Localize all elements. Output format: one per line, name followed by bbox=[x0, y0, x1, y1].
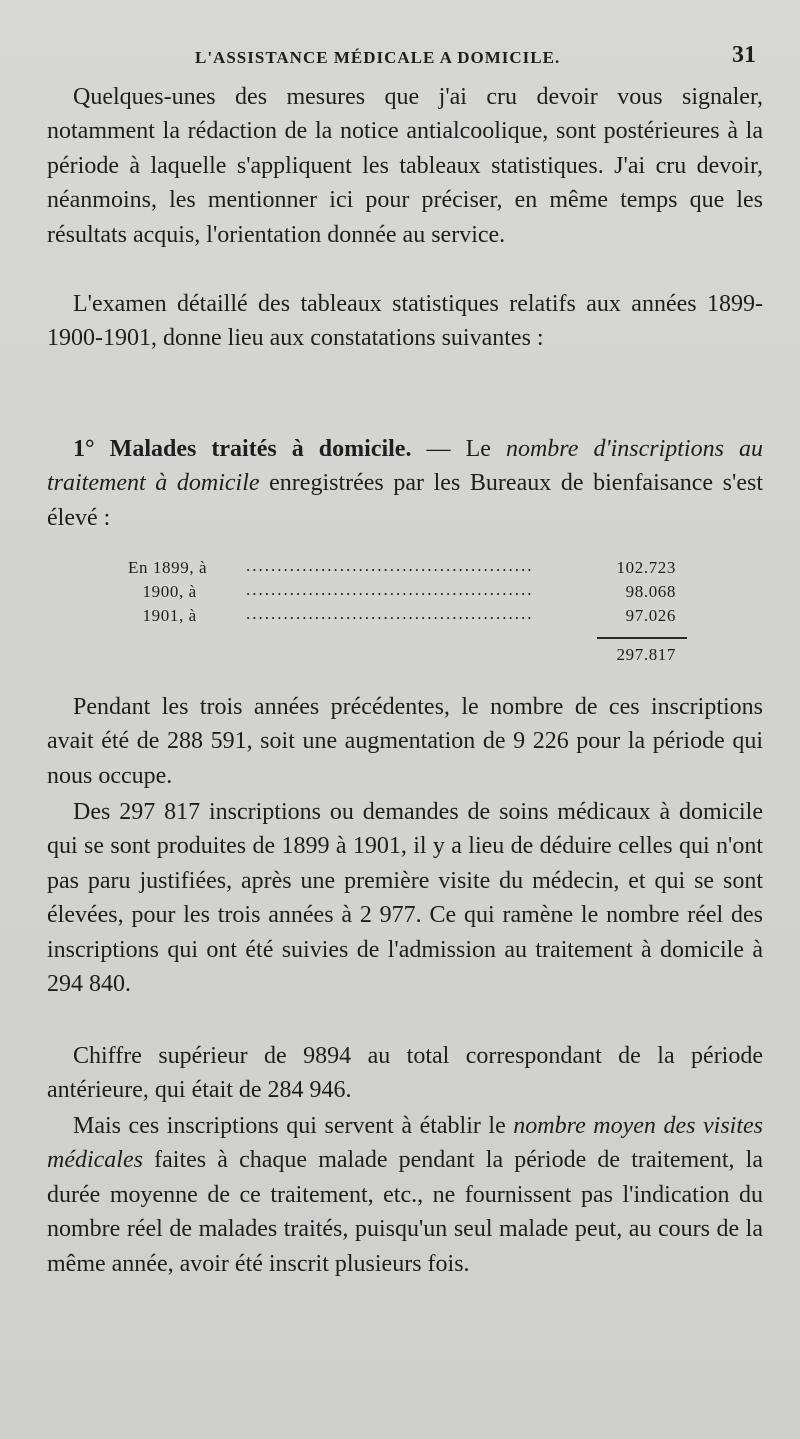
paragraph-des-inscriptions: Des 297 817 inscriptions ou demandes de soins médicaux à domicile qui se sont produites de 1899 à 1901, il y a lieu de déduire celles qui n'ont pas paru justifiées, après une première visite du médecin, et qui se sont élevées, pour les trois années à 2 977. Ce qui ramène le nombre réel des inscriptions qui ont été suivies de l'admission au traitement à domicile à 294 840. bbox=[47, 799, 763, 998]
table-row: 1901, à .............................................. 97.026 bbox=[128, 604, 676, 625]
total-rule bbox=[597, 637, 687, 639]
paragraph-mais: Mais ces inscriptions qui servent à établir le nombre moyen des visites médicales faites à chaque malade pendant la période de traitement, la durée moyenne de ce traitement, etc., ne fournissent pas l'indication du nombre réel de malades traités, puisqu'un seul malade peut, au cours de la même année, avoir été inscrit plusieurs fois. bbox=[47, 1113, 763, 1277]
table-row: En 1899, à .............................................. 102.723 bbox=[128, 556, 676, 577]
table-row: 1900, à .............................................. 98.068 bbox=[128, 580, 676, 601]
section-malades: 1° Malades traités à domicile. — Le nombre d'inscriptions au traitement à domicile enregistrées par les Bureaux de bienfaisance s'est élevé : bbox=[47, 436, 763, 531]
italic-term: nombre d'inscriptions au traitement à domicile bbox=[47, 436, 763, 497]
italic-term: nombre moyen des visites médicales bbox=[47, 1113, 763, 1174]
running-title: L'ASSISTANCE MÉDICALE A DOMICILE. bbox=[195, 48, 561, 67]
paragraph-pendant: Pendant les trois années précédentes, le nombre de ces inscriptions avait été de 288 591, soit une augmentation de 9 226 pour la période qui nous occupe. bbox=[47, 694, 763, 789]
paragraph-measures: Quelques-unes des mesures que j'ai cru devoir vous signaler, notamment la rédaction de la notice antialcoolique, sont postérieures à la période à laquelle s'appliquent les tableaux statistiques. J'ai cru devoir, néanmoins, les mentionner ici pour préciser, en même temps que les résultats acquis, l'orientation donnée au service. bbox=[47, 84, 763, 248]
table-total: 297.817 bbox=[616, 645, 676, 664]
paragraph-chiffre: Chiffre supérieur de 9894 au total correspondant de la période antérieure, qui était de 284 946. bbox=[47, 1043, 763, 1104]
page-number: 31 bbox=[732, 42, 756, 68]
inscriptions-table bbox=[128, 556, 688, 664]
page-header bbox=[0, 40, 800, 74]
paragraph-examen: L'examen détaillé des tableaux statistiques relatifs aux années 1899-1900-1901, donne lieu aux constatations suivantes : bbox=[47, 291, 763, 352]
section-heading: 1° Malades traités à domicile. bbox=[73, 436, 412, 462]
